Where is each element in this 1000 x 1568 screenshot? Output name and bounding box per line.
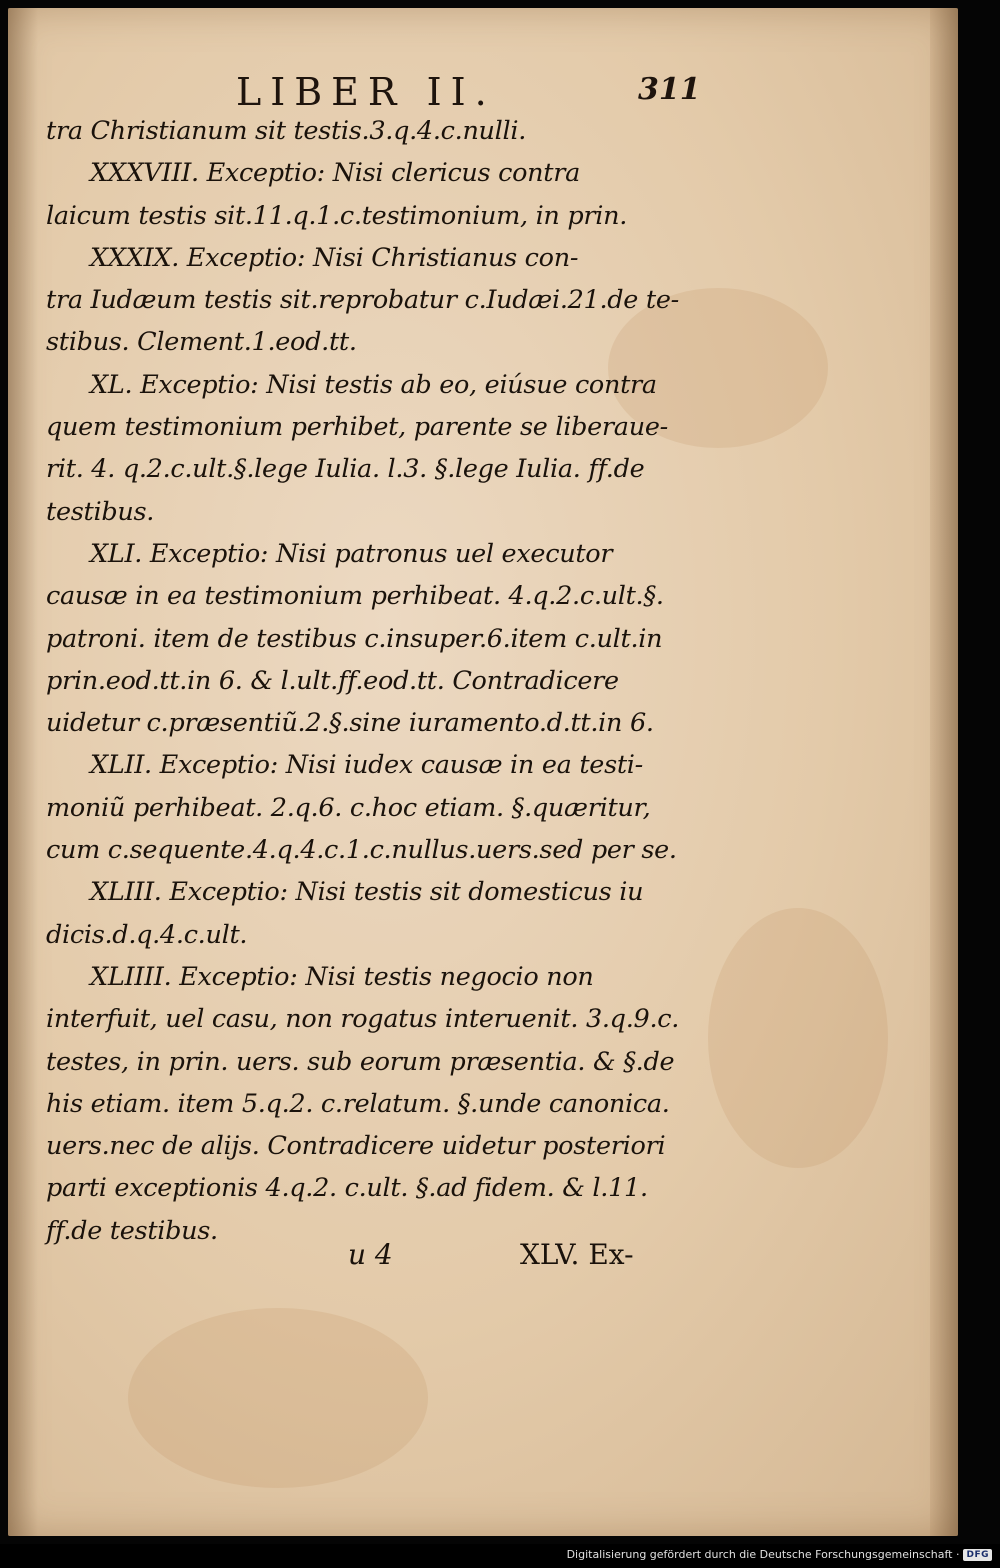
- text-line: causæ in ea testimonium perhibeat. 4.q.2.c.ult.§.: [46, 581, 664, 612]
- text-line: interfuit, uel casu, non rogatus interuenit. 3.q.9.c.: [46, 1004, 680, 1035]
- page-number: 311: [638, 72, 701, 107]
- text-line: XLII. Exceptio: Nisi iudex causæ in ea testi-: [90, 750, 643, 781]
- text-line: XLIIII. Exceptio: Nisi testis negocio non: [90, 961, 594, 992]
- text-line: his etiam. item 5.q.2. c.relatum. §.unde canonica.: [46, 1088, 670, 1119]
- spine-shadow: [8, 8, 38, 1536]
- signature-mark: u 4: [348, 1238, 393, 1271]
- body-text: [46, 110, 686, 1252]
- text-line: tra Christianum sit testis.3.q.4.c.nulli.: [46, 116, 527, 146]
- text-line: tra Iudæum testis sit.reprobatur c.Iudæi.21.de te-: [46, 285, 679, 316]
- catchword: XLV. Ex-: [520, 1238, 634, 1271]
- text-line: ff.de testibus.: [46, 1215, 218, 1246]
- text-line: stibus. Clement.1.eod.tt.: [46, 327, 357, 358]
- running-head: LIBER II.: [236, 70, 496, 114]
- text-line: dicis.d.q.4.c.ult.: [46, 919, 248, 950]
- page-edge: [930, 8, 958, 1536]
- text-line: testes, in prin. uers. sub eorum præsentia. & §.de: [46, 1046, 675, 1077]
- text-line: XXXVIII. Exceptio: Nisi clericus contra: [90, 158, 581, 189]
- text-line: rit. 4. q.2.c.ult.§.lege Iulia. l.3. §.lege Iulia. ff.de: [46, 454, 645, 485]
- text-line: prin.eod.tt.in 6. & l.ult.ff.eod.tt. Contradicere: [46, 665, 619, 696]
- text-line: patroni. item de testibus c.insuper.6.item c.ult.in: [46, 623, 663, 654]
- text-line: cum c.sequente.4.q.4.c.1.c.nullus.uers.sed per se.: [46, 835, 677, 866]
- text-line: testibus.: [46, 496, 155, 527]
- text-line: XLI. Exceptio: Nisi patronus uel executor: [90, 538, 613, 569]
- dfg-logo-icon: DFG: [963, 1549, 992, 1561]
- text-line: uers.nec de alijs. Contradicere uidetur posteriori: [46, 1131, 666, 1162]
- text-line: parti exceptionis 4.q.2. c.ult. §.ad fidem. & l.11.: [46, 1173, 648, 1204]
- digitization-footer: [0, 1544, 1000, 1568]
- text-line: quem testimonium perhibet, parente se liberaue-: [46, 412, 668, 443]
- text-line: laicum testis sit.11.q.1.c.testimonium, in prin.: [46, 200, 628, 231]
- text-line: XLIII. Exceptio: Nisi testis sit domesticus iu: [90, 877, 644, 908]
- text-line: moniũ perhibeat. 2.q.6. c.hoc etiam. §.quæritur,: [46, 792, 651, 823]
- text-line: XL. Exceptio: Nisi testis ab eo, eiúsue contra: [90, 369, 657, 400]
- text-line: uidetur c.præsentiũ.2.§.sine iuramento.d.tt.in 6.: [46, 708, 654, 739]
- footer-credit: Digitalisierung gefördert durch die Deutsche Forschungsgemeinschaft ·: [566, 1548, 960, 1561]
- text-line: XXXIX. Exceptio: Nisi Christianus con-: [90, 242, 579, 273]
- footer-credit-row: [567, 1548, 992, 1561]
